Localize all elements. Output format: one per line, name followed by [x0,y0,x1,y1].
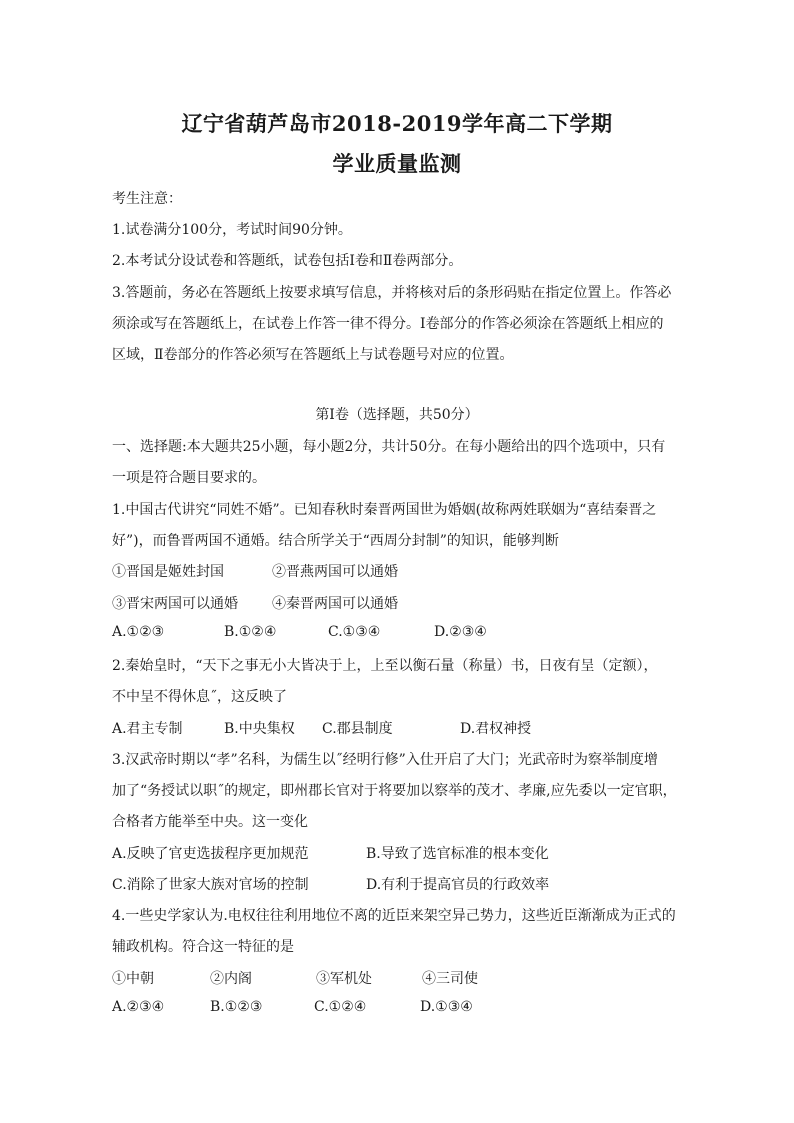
exam-subtitle: 学业质量监测 [332,151,462,176]
q1-stem-line-2: 好”)，而鲁晋两国不通婚。结合所学关于“西周分封制”的知识，能够判断 [112,533,559,549]
q4-option-b: B.①②③ [210,999,263,1015]
q2-stem-line-2: 不中呈不得休息˝，这反映了 [112,689,287,705]
q1-option-c: C.①③④ [328,624,381,640]
q2-stem-line-1: 2.秦始皇时，“天下之事无小大皆决于上，上至以衡石量（称量）书，日夜有呈（定额）， [112,658,658,674]
q1-statement-1: ①晋国是姬姓封国 [112,564,224,580]
section-instructions-line-2: 一项是符合题目要求的。 [112,470,266,486]
q2-option-a: A.君主专制 [112,721,183,737]
q4-statement-4: ④三司使 [422,971,478,987]
q3-option-d: D.有利于提高官员的行政效率 [366,877,550,893]
q1-statement-3: ③晋宋两国可以通婚 [112,596,238,612]
q2-option-d: D.君权神授 [460,721,532,737]
q1-stem-line-1: 1.中国古代讲究“同姓不婚”。已知春秋时秦晋两国世为婚姻(故称两姓联姻为“喜结秦晋之 [112,502,657,518]
notice-item-3-line-2: 须涂或写在答题纸上，在试卷上作答一律不得分。Ⅰ卷部分的作答必须涂在答题纸上相应的 [112,316,664,332]
notice-item-3-line-3: 区域，Ⅱ卷部分的作答必须写在答题纸上与试卷题号对应的位置。 [112,347,514,363]
section-title: 第Ⅰ卷（选择题，共50分） [315,407,479,423]
q4-option-a: A.②③④ [112,999,165,1015]
q1-options [112,624,487,640]
exam-title: 辽宁省葫芦岛市2018-2019学年高二下学期 [181,111,613,136]
q3-option-b: B.导致了选官标准的根本变化 [366,846,549,862]
q1-statements-row-1 [112,561,398,581]
q1-option-d: D.②③④ [434,624,487,640]
q4-option-d: D.①③④ [420,999,473,1015]
q4-stem-line-1: 4.一些史学家认为.电权往往利用地位不离的近臣来架空异己势力，这些近臣渐渐成为正式的 [112,908,676,924]
q3-option-c: C.消除了世家大族对官场的控制 [112,877,309,893]
notice-item-3-line-1: 3.答题前，务必在答题纸上按要求填写信息，并将核对后的条形码贴在指定位置上。作答必 [112,285,672,301]
section-instructions-line-1: 一、选择题:本大题共25小题，每小题2分，共计50分。在每小题给出的四个选项中，只有 [112,439,666,455]
q1-statement-2: ②晋燕两国可以通婚 [272,564,398,580]
q3-options-row-2 [112,874,549,894]
q4-statements [112,968,478,988]
q3-options-row-1 [112,843,549,863]
q4-statement-2: ②内阁 [210,971,252,987]
q1-option-b: B.①②④ [224,624,277,640]
q4-stem-line-2: 辅政机构。符合这一特征的是 [112,939,294,955]
q2-options [112,718,531,738]
q4-statement-3: ③军机处 [316,971,372,987]
q2-option-c: C.郡县制度 [322,721,393,737]
q3-stem-line-2: 加了“务授试以职˝的规定，即州郡长官对于将要加以察举的茂才、孝廉,应先委以一定官职， [112,783,677,799]
q3-option-a: A.反映了官吏选拔程序更加规范 [112,846,309,862]
notice-item-2: 2.本考试分设试卷和答题纸，试卷包括Ⅰ卷和Ⅱ卷两部分。 [112,253,463,269]
q1-statements-row-2 [112,593,398,613]
q3-stem-line-3: 合格者方能举至中央。这一变化 [112,814,308,830]
q1-option-a: A.①②③ [112,624,165,640]
q4-statement-1: ①中朝 [112,971,154,987]
q3-stem-line-1: 3.汉武帝时期以“孝”名科，为儒生以˝经明行修”入仕开启了大门；光武帝时为察举制度增 [112,752,658,768]
q2-option-b: B.中央集权 [224,721,295,737]
notice-item-1: 1.试卷满分100分，考试时间90分钟。 [112,222,352,238]
q1-statement-4: ④秦晋两国可以通婚 [272,596,398,612]
q4-option-c: C.①②④ [314,999,367,1015]
q4-options [112,999,473,1015]
notice-heading: 考生注意： [112,191,182,207]
